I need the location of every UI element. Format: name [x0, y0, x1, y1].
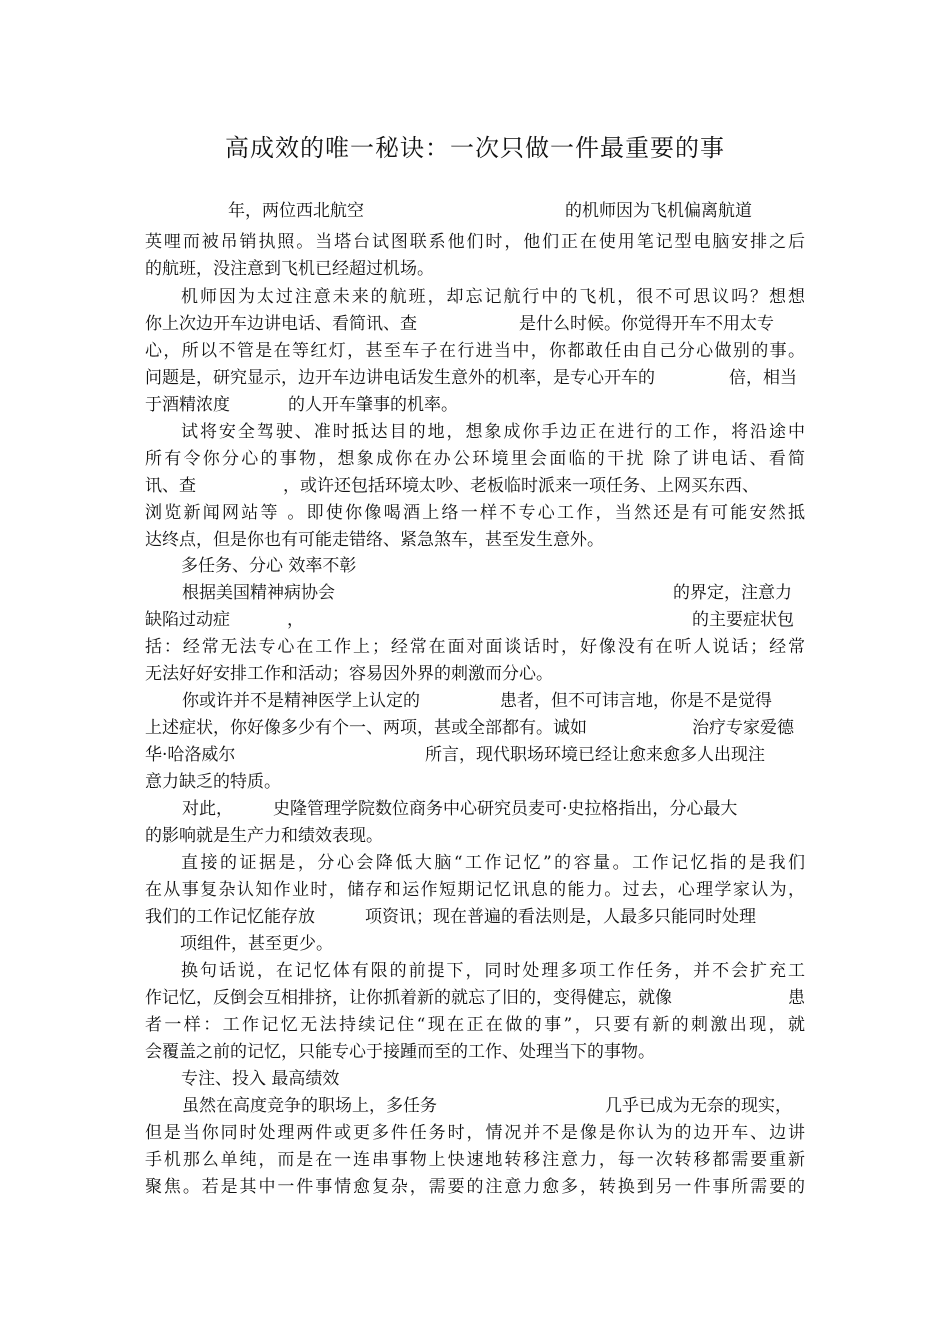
text-segment: 治疗专家爱德 — [692, 718, 794, 738]
text-line — [145, 715, 805, 741]
text-segment: 的主要症状包 — [692, 610, 794, 630]
text-line: 会覆盖之前的记忆，只能专心于接踵而至的工作、处理当下的事物。 — [145, 1042, 655, 1062]
text-line: 在从事复杂认知作业时，储存和运作短期记忆讯息的能力。过去，心理学家认为， — [145, 880, 805, 900]
text-line: 所有令你分心的事物，想象成你在办公环境里会面临的干扰 除了讲电话、看简 — [145, 449, 805, 469]
text-line — [145, 742, 805, 768]
text-segment: ，或许还包括环境太吵、老板临时派来一项任务、上网买东西、 — [283, 476, 759, 496]
text-segment: 于酒精浓度 — [145, 395, 230, 415]
text-segment: 几乎已成为无奈的现实， — [605, 1096, 792, 1116]
text-segment: 你或许并不是精神医学上认定的 — [182, 691, 420, 711]
text-line — [145, 688, 805, 714]
text-line — [145, 365, 805, 391]
text-line — [145, 580, 805, 606]
text-line: 的航班，没注意到飞机已经超过机场。 — [145, 259, 434, 279]
text-segment: 对此， — [182, 799, 233, 819]
text-line: 英哩而被吊销执照。当塔台试图联系他们时，他们正在使用笔记型电脑安排之后 — [145, 232, 805, 252]
text-line — [145, 392, 805, 418]
text-line: 换句话说，在记忆体有限的前提下，同时处理多项工作任务，并不会扩充工 — [181, 961, 805, 981]
text-segment: 的机师因为飞机偏离航道 — [565, 201, 752, 221]
text-segment: 华·哈洛威尔 — [145, 745, 236, 765]
text-line — [145, 796, 805, 822]
text-segment: 作记忆，反倒会互相排挤，让你抓着新的就忘了旧的，变得健忘，就像 — [145, 988, 672, 1008]
text-segment: 讯、查 — [145, 476, 196, 496]
section-heading: 专注、投入 最高绩效 — [181, 1069, 340, 1089]
text-segment: 你上次边开车边讲电话、看简讯、查 — [145, 314, 417, 334]
text-line: 浏览新闻网站等 。即使你像喝酒上络一样不专心工作，当然还是有可能安然抵 — [145, 503, 805, 523]
text-line: 括：经常无法专心在工作上；经常在面对面谈话时，好像没有在听人说话；经常 — [145, 637, 805, 657]
text-line: 者一样：工作记忆无法持续记住“现在正在做的事”，只要有新的刺激出现，就 — [145, 1015, 805, 1035]
text-segment: 的界定，注意力 — [673, 583, 792, 603]
text-segment: 患者，但不可讳言地，你是不是觉得 — [500, 691, 772, 711]
text-line: 试将安全驾驶、准时抵达目的地，想象成你手边正在进行的工作，将沿途中 — [181, 422, 805, 442]
text-segment: 问题是，研究显示，边开车边讲电话发生意外的机率，是专心开车的 — [145, 368, 655, 388]
text-segment: ， — [287, 610, 304, 630]
text-line: 但是当你同时处理两件或更多件任务时，情况并不是像是你认为的边开车、边讲 — [145, 1123, 805, 1143]
text-segment: 根据美国精神病协会 — [182, 583, 335, 603]
text-line — [145, 904, 805, 930]
text-line — [145, 607, 805, 633]
text-line: 机师因为太过注意未来的航班，却忘记航行中的飞机，很不可思议吗？想想 — [181, 287, 805, 307]
text-line — [145, 985, 805, 1011]
text-line: 直接的证据是，分心会降低大脑“工作记忆”的容量。工作记忆指的是我们 — [181, 853, 805, 873]
text-segment: 项资讯；现在普遍的看法则是，人最多只能同时处理 — [365, 907, 756, 927]
text-line: 无法好好安排工作和活动；容易因外界的刺激而分心。 — [145, 664, 553, 684]
section-heading: 多任务、分心 效率不彰 — [181, 556, 357, 576]
text-line: 聚焦。若是其中一件事情愈复杂，需要的注意力愈多，转换到另一件事所需要的 — [145, 1177, 805, 1197]
text-line — [145, 198, 805, 224]
text-segment: 倍，相当 — [729, 368, 797, 388]
text-segment: 上述症状，你好像多少有个一、两项，甚或全部都有。诚如 — [145, 718, 587, 738]
text-segment: 患 — [788, 988, 805, 1008]
text-line: 项组件，甚至更少。 — [180, 934, 333, 954]
text-segment: 年，两位西北航空 — [228, 201, 364, 221]
text-line: 的影响就是生产力和绩效表现。 — [145, 826, 383, 846]
document-title: 高成效的唯一秘诀：一次只做一件最重要的事 — [225, 134, 725, 162]
text-line: 手机那么单纯，而是在一连串事物上快速地转移注意力，每一次转移都需要重新 — [145, 1150, 805, 1170]
text-segment: 的人开车肇事的机率。 — [288, 395, 458, 415]
text-line: 达终点，但是你也有可能走错络、紧急煞车，甚至发生意外。 — [145, 530, 604, 550]
text-line: 心，所以不管是在等红灯，甚至车子在行进当中，你都敢任由自己分心做别的事。 — [145, 341, 805, 361]
text-segment: 我们的工作记忆能存放 — [145, 907, 315, 927]
text-segment: 虽然在高度竞争的职场上，多任务 — [182, 1096, 437, 1116]
text-segment: 缺陷过动症 — [145, 610, 230, 630]
text-line: 意力缺乏的特质。 — [145, 772, 281, 792]
text-segment: 是什么时候。你觉得开车不用太专 — [519, 314, 774, 334]
text-segment: 所言，现代职场环境已经让愈来愈多人出现注 — [425, 745, 765, 765]
text-line — [145, 473, 805, 499]
text-segment: 史隆管理学院数位商务中心研究员麦可·史拉格指出，分心最大 — [273, 799, 738, 819]
text-line — [145, 1093, 805, 1119]
text-line — [145, 311, 805, 337]
